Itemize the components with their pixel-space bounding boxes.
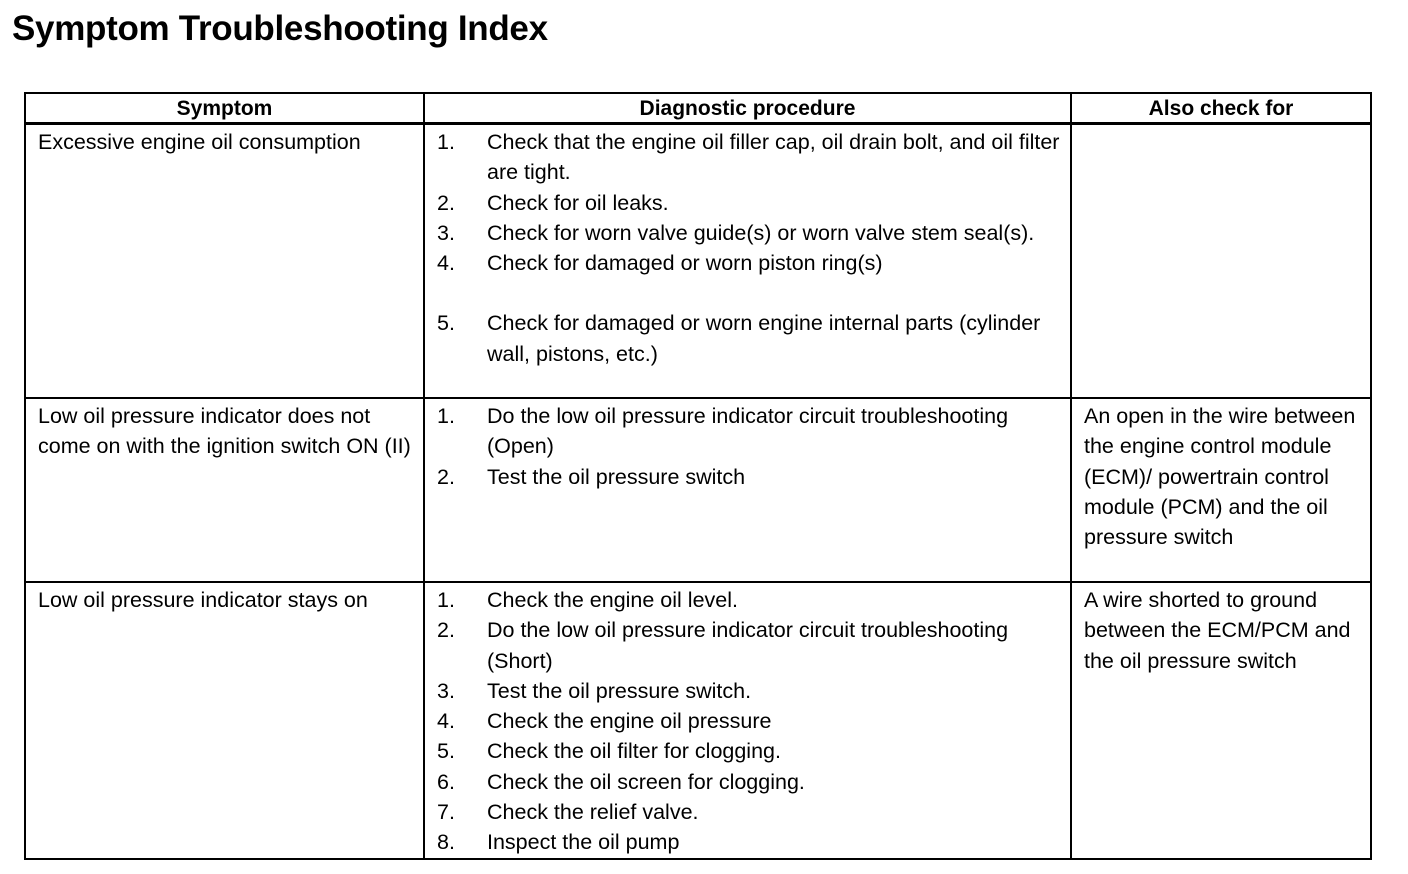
step-text: Do the low oil pressure indicator circuit troubleshooting (Short) [487,618,1009,673]
procedure-steps [437,585,1060,858]
step-number: 8. [437,830,455,855]
table-row [25,398,1371,582]
procedure-step [437,736,1060,766]
procedure-step [437,676,1060,706]
also-check-cell: An open in the wire between the engine control module (ECM)/ powertrain control module (PCM) and the oil pressure switch [1071,398,1371,582]
step-text: Check for oil leaks. [487,190,669,215]
procedure-step [437,827,1060,857]
step-number: 1. [437,404,455,428]
header-also-check-for: Also check for [1071,93,1371,124]
step-text: Check for damaged or worn engine internal parts (cylinder wall, pistons, etc.) [487,311,1041,366]
also-check-cell: A wire shorted to ground between the ECM/PCM and the oil pressure switch [1071,582,1371,859]
step-text: Test the oil pressure switch [487,464,746,489]
step-number: 3. [437,220,455,245]
step-number: 5. [437,739,455,764]
step-text: Check the engine oil pressure [487,709,772,734]
step-number: 1. [437,130,455,154]
step-text: Check the engine oil level. [487,588,738,612]
step-text: Check that the engine oil filler cap, oil drain bolt, and oil filter are tight. [487,130,1060,185]
step-text: Do the low oil pressure indicator circuit troubleshooting (Open) [487,404,1009,459]
procedure-steps [437,127,1060,369]
step-number: 4. [437,251,455,276]
step-text: Inspect the oil pump [487,830,680,855]
page-title: Symptom Troubleshooting Index [12,9,548,48]
step-text: Check the oil filter for clogging. [487,739,781,764]
step-number: 4. [437,709,455,734]
header-diagnostic-procedure: Diagnostic procedure [424,93,1071,124]
procedure-step [437,462,1060,492]
procedure-steps [437,401,1060,492]
procedure-step [437,401,1060,462]
procedure-step [437,585,1060,615]
procedure-cell [424,124,1071,399]
table-row [25,124,1371,399]
step-number: 2. [437,190,455,215]
step-text: Check the relief valve. [487,800,699,825]
symptom-cell: Low oil pressure indicator does not come on with the ignition switch ON (II) [25,398,424,582]
symptom-cell: Low oil pressure indicator stays on [25,582,424,859]
symptom-cell: Excessive engine oil consumption [25,124,424,399]
procedure-step [437,615,1060,676]
table-row [25,582,1371,859]
step-number: 5. [437,311,455,336]
procedure-step [437,188,1060,218]
header-symptom: Symptom [25,93,424,124]
step-number: 2. [437,618,455,643]
step-text: Test the oil pressure switch. [487,678,752,703]
step-number: 2. [437,464,455,489]
procedure-step [437,308,1060,369]
table-header-row [25,93,1371,124]
step-number: 6. [437,769,455,794]
procedure-step [437,767,1060,797]
procedure-step [437,248,1060,278]
step-number: 1. [437,588,455,612]
troubleshooting-table [24,92,1372,860]
step-number: 7. [437,800,455,825]
procedure-step [437,706,1060,736]
step-text: Check the oil screen for clogging. [487,769,805,794]
step-text: Check for worn valve guide(s) or worn valve stem seal(s). [487,220,1035,245]
procedure-step [437,218,1060,248]
also-check-cell [1071,124,1371,399]
procedure-step [437,797,1060,827]
procedure-cell [424,582,1071,859]
procedure-cell [424,398,1071,582]
procedure-step [437,127,1060,188]
step-number: 3. [437,678,455,703]
step-text: Check for damaged or worn piston ring(s) [487,251,883,276]
